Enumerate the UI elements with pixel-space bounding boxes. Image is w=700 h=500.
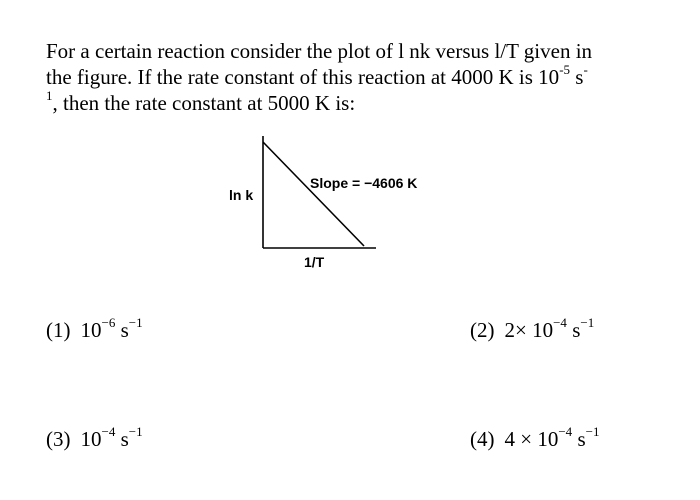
option-4[interactable] [470,424,600,452]
plot-line [263,142,364,246]
y-axis-label: ln k [229,187,254,203]
option-2-exponent: −4 [553,315,567,330]
option-1-unit-exponent: −1 [128,315,143,330]
option-2-number: (2) [470,318,495,342]
option-2[interactable] [470,315,595,343]
option-2-unit-exponent: −1 [580,315,595,330]
option-3[interactable] [46,424,143,452]
option-4-unit-exponent: −1 [585,424,600,439]
option-3-unit-exponent: −1 [128,424,143,439]
question-line-1: For a certain reaction consider the plot of l nk versus l/T given in [46,39,593,63]
option-3-unit: s [115,427,129,451]
slope-label: Slope = −4606 K [310,175,418,191]
option-4-exponent: −4 [558,424,573,439]
option-2-unit: s [566,318,581,342]
question-unit-exp-part: - [583,62,588,77]
option-1-number: (1) [46,318,71,342]
option-4-unit: s [572,427,586,451]
question-exponent: -5 [559,62,571,77]
option-3-exponent: −4 [101,424,116,439]
option-1-unit: s [115,318,129,342]
option-4-base: 4 × 10 [504,427,559,451]
question-unit-exp-rest: 1 [46,88,53,103]
option-1-base: 10 [80,318,102,342]
option-1-exponent: −6 [101,315,116,330]
option-2-base: 2× 10 [504,318,554,342]
option-3-number: (3) [46,427,71,451]
question-line-3-text: , then the rate constant at 5000 K is: [52,91,356,115]
x-axis-label: 1/T [304,254,325,270]
question-unit: s [570,65,584,89]
option-4-number: (4) [470,427,495,451]
question-line-2-text: the figure. If the rate constant of this reaction at 4000 K is 10 [46,65,560,89]
option-1[interactable] [46,315,143,343]
option-3-base: 10 [80,427,102,451]
